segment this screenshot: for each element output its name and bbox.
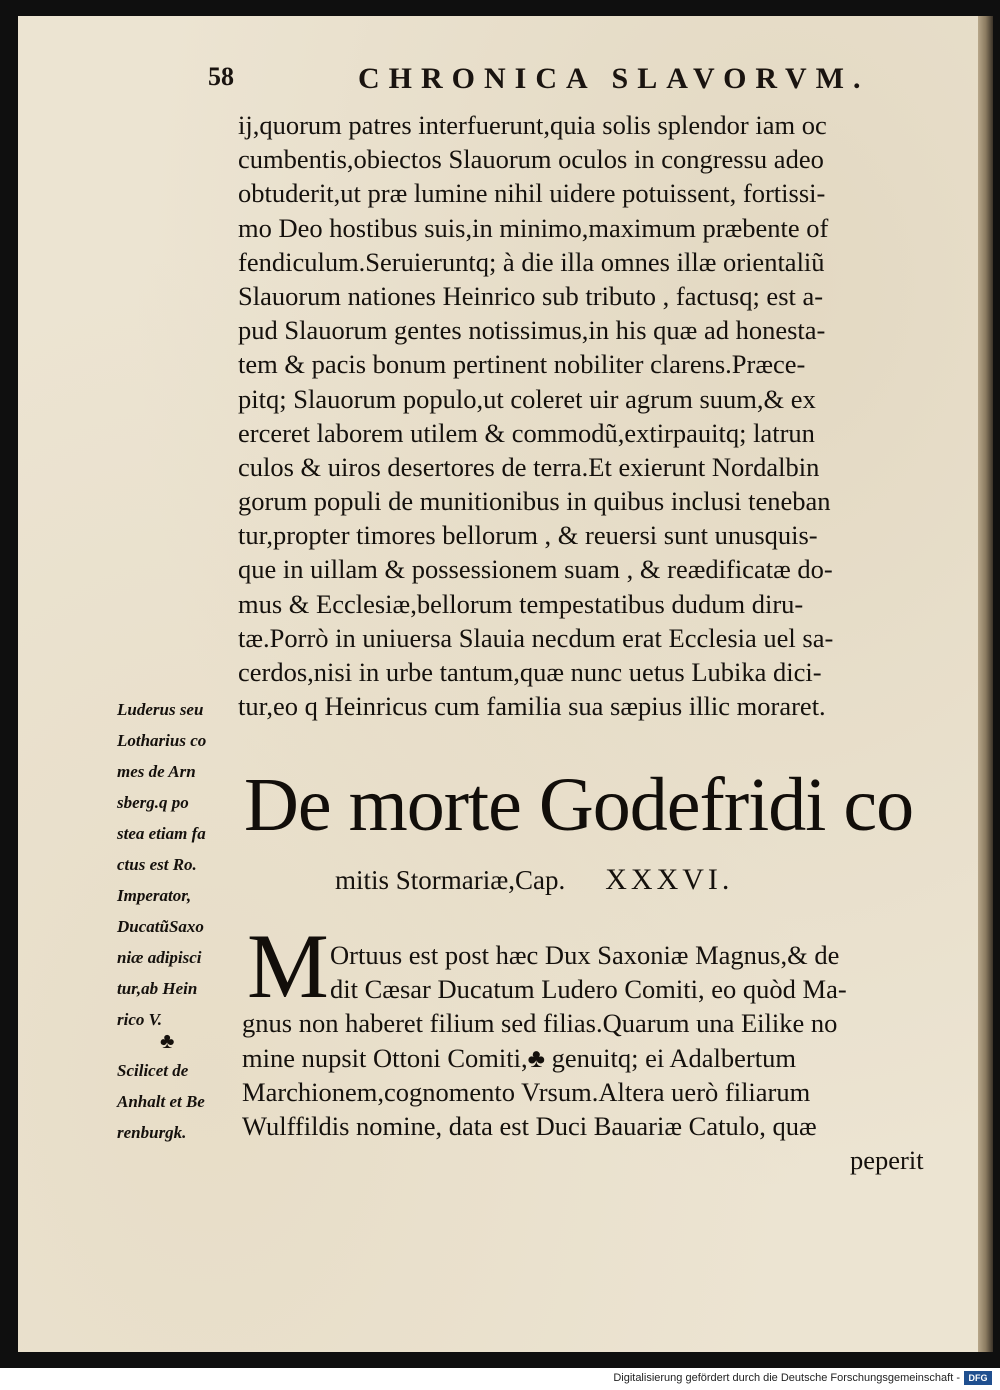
margin-line: Scilicet de	[117, 1061, 189, 1080]
margin-line: niæ adipisci	[117, 948, 202, 967]
text-line: Slauorum nationes Heinrico sub tributo , factusq; est a-	[238, 280, 824, 311]
text-line: dit Cæsar Ducatum Ludero Comiti, eo quòd Ma-	[330, 974, 847, 1005]
text-line: tæ.Porrò in uniuersa Slauia necdum erat Ecclesia uel sa-	[238, 622, 834, 653]
text-line: mo Deo hostibus suis,in minimo,maximum præbente of	[238, 212, 829, 243]
text-line: cerdos,nisi in urbe tantum,quæ nunc uetus Lubika dici-	[238, 657, 822, 687]
margin-line: sberg.q po	[117, 793, 189, 812]
margin-line: Lotharius co	[117, 731, 207, 750]
text-line: gnus non haberet filium sed filias.Quarum una Eilike no	[242, 1008, 838, 1039]
chapter-text-block	[242, 938, 958, 1177]
text-line: tur,propter timores bellorum , & reuersi sunt unusquis-	[238, 520, 818, 551]
margin-line: renburgk.	[117, 1123, 187, 1142]
margin-line: mes de Arn	[117, 762, 196, 781]
dfg-logo-icon: DFG	[964, 1371, 992, 1385]
margin-line: DucatũSaxo	[117, 917, 204, 936]
funding-credit: Digitalisierung gefördert durch die Deutsche Forschungsgemeinschaft -	[613, 1372, 960, 1384]
margin-note-anhalt	[117, 1055, 242, 1148]
margin-line: stea etiam fa	[117, 824, 206, 843]
margin-line: Anhalt et Be	[117, 1092, 205, 1111]
text-line: tur,eo q Heinricus cum familia sua sæpius illic moraret.	[238, 691, 826, 722]
margin-line: Luderus seu	[117, 700, 204, 719]
text-line: Ortuus est post hæc Dux Saxoniæ Magnus,& de	[330, 940, 840, 970]
text-line: gorum populi de munitionibus in quibus inclusi teneban	[238, 486, 831, 517]
text-line: que in uillam & possessionem suam , & reædificatæ do-	[238, 554, 833, 585]
text-line: fendiculum.Seruieruntq; à die illa omnes illæ orientaliũ	[238, 246, 825, 277]
main-text-block	[238, 108, 958, 723]
text-line: obtuderit,ut præ lumine nihil uidere potuissent, fortissi-	[238, 178, 826, 209]
margin-line: ctus est Ro.	[117, 855, 197, 874]
catchword: peperit	[850, 1145, 924, 1176]
footer-bar	[0, 1368, 1000, 1390]
chapter-subtitle: mitis Stormariæ,Cap.	[335, 865, 566, 895]
text-line: erceret laborem utilem & commodũ,extirpauitq; latrun	[238, 417, 815, 448]
running-head	[208, 62, 870, 102]
chapter-subheading	[335, 860, 733, 900]
text-line: tem & pacis bonum pertinent nobiliter clarens.Præce-	[238, 349, 806, 380]
text-line: Marchionem,cognomento Vrsum.Altera uerò filiarum	[242, 1076, 811, 1107]
club-reference-icon: ♣	[160, 1028, 175, 1053]
margin-line: rico V.	[117, 1010, 163, 1029]
margin-note-luderus	[117, 694, 242, 1035]
chapter-number: XXXVI.	[605, 863, 734, 896]
text-line: cumbentis,obiectos Slauorum oculos in congressu adeo	[238, 144, 824, 175]
text-line: mus & Ecclesiæ,bellorum tempestatibus dudum diru-	[238, 588, 804, 619]
text-line: ij,quorum patres interfuerunt,quia solis splendor iam oc	[238, 110, 827, 140]
text-line: culos & uiros desertores de terra.Et exierunt Nordalbin	[238, 451, 820, 482]
running-title: CHRONICA SLAVORVM.	[358, 62, 870, 95]
margin-line: tur,ab Hein	[117, 979, 198, 998]
drop-cap: M	[247, 915, 329, 1017]
page-number: 58	[208, 62, 234, 91]
text-line: pitq; Slauorum populo,ut coleret uir agrum suum,& ex	[238, 383, 816, 414]
text-line: pud Slauorum gentes notissimus,in his quæ ad honesta-	[238, 315, 826, 346]
margin-line: Imperator,	[117, 886, 192, 905]
text-line: Wulffildis nomine, data est Duci Bauariæ Catulo, quæ	[242, 1110, 817, 1141]
text-line: mine nupsit Ottoni Comiti,♣ genuitq; ei Adalbertum	[242, 1042, 796, 1073]
chapter-heading: De morte Godefridi co	[244, 763, 914, 847]
